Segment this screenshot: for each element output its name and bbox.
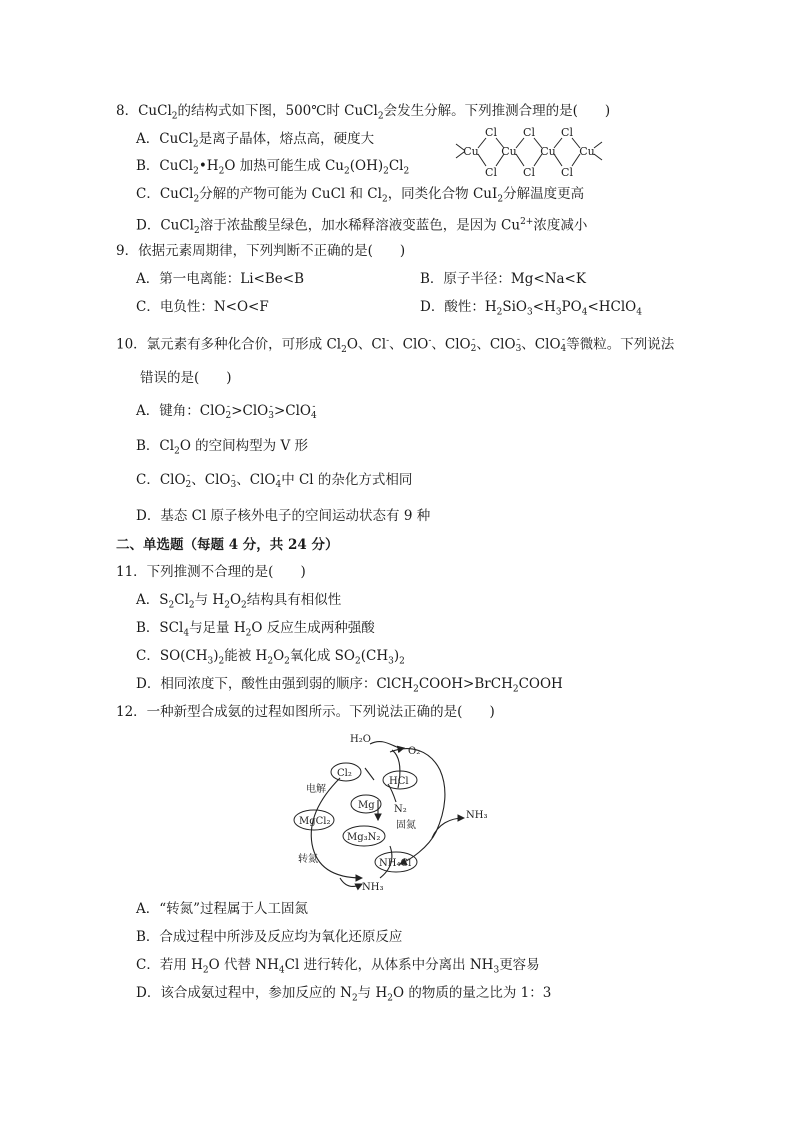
label-o2: O₂ [408, 746, 421, 757]
label-transfer: 转氮 [298, 854, 318, 865]
q8-option-c: C．CuCl$_2$分解的产物可能为 CuCl 和 $Cl_2$，同类化合物 CuI$_2$分解温度更高 [136, 186, 585, 205]
struct-cl-6: Cl [561, 166, 573, 179]
struct-cu-4: Cu [579, 145, 595, 158]
label-electrolysis: 电解 [306, 784, 326, 795]
q12-stem: 12．一种新型合成氨的过程如图所示。下列说法正确的是( ) [116, 704, 495, 720]
q11-option-c: C．$SO(CH_3)_2$能被 $H_2O_2$氧化成 $SO_2(CH_3)_2$ [136, 648, 405, 667]
q10-stem: 10．氯元素有多种化合价，可形成 $Cl_2O$、Cl-、ClO-、ClO- 2、ClO- 3、ClO- 4等微粒。下列说法 [116, 335, 675, 356]
q12-option-d: D．该合成氨过程中，参加反应的 $N_2$与 $H_2O$ 的物质的量之比为 1：3 [136, 985, 552, 1004]
q8-stem: 8．CuCl$_2$的结构式如下图，500℃时 CuCl$_2$会发生分解。下列推测合理的是( ) [116, 103, 611, 122]
label-cl2: Cl₂ [337, 768, 352, 779]
q10-stem-cont: 错误的是( ) [140, 370, 232, 386]
struct-cu-2: Cu [501, 145, 517, 158]
label-n2: N₂ [394, 804, 407, 815]
label-fixation: 固氮 [396, 820, 416, 831]
q8-option-b: B．$CuCl_2•H_2O$ 加热可能生成 $Cu_2(OH)_2Cl_2$ [136, 158, 410, 177]
q9-option-d: D．酸性：$H_2SiO_3<H_3PO_4<HClO_4$ [420, 299, 642, 318]
struct-cl-3: Cl [523, 126, 535, 139]
q9-option-b: B．原子半径：Mg<Na<K [420, 271, 586, 287]
q11-stem: 11．下列推测不合理的是( ) [116, 564, 306, 580]
label-mg3n2: Mg₃N₂ [347, 832, 381, 843]
cucl2-structure-diagram [450, 124, 610, 180]
q12-option-a: A．“转氮”过程属于人工固氮 [136, 901, 309, 917]
q11-option-b: B．SCl$_4$与足量 $H_2O$ 反应生成两种强酸 [136, 620, 375, 639]
struct-cu-3: Cu [540, 145, 556, 158]
q9-stem: 9．依据元素周期律，下列判断不正确的是( ) [116, 243, 406, 259]
q8-option-a: A．CuCl$_2$是离子晶体，熔点高，硬度大 [136, 131, 375, 150]
label-hcl: HCl [389, 776, 409, 787]
q8-option-d: D．CuCl$_2$溶于浓盐酸呈绿色，加水稀释溶液变蓝色，是因为 $Cu^{2+}$浓度减小 [136, 217, 588, 237]
q12-option-c: C．若用 $H_2O$ 代替 $NH_4Cl$ 进行转化，从体系中分离出 $NH_3$更容易 [136, 957, 540, 976]
q9-option-a: A．第一电离能：Li<Be<B [136, 271, 304, 287]
struct-cl-2: Cl [485, 166, 497, 179]
label-nh3-right: NH₃ [466, 810, 488, 821]
q10-option-b: B．$Cl_2O$ 的空间构型为 V 形 [136, 438, 309, 457]
q10-option-a: A．键角：ClO- 2>ClO- 3>ClO- 4 [136, 401, 317, 421]
label-nh4cl: NH₄Cl [379, 858, 412, 869]
label-mgcl2: MgCl₂ [299, 816, 331, 827]
struct-cl-5: Cl [561, 126, 573, 139]
label-mg: Mg [358, 800, 375, 811]
q12-option-b: B．合成过程中所涉及反应均为氧化还原反应 [136, 929, 403, 945]
label-h2o: H₂O [350, 734, 371, 745]
q10-option-c: C．ClO- 2、ClO- 3、ClO- 4中 Cl 的杂化方式相同 [136, 470, 413, 490]
label-nh3-bottom: NH₃ [362, 882, 384, 893]
struct-cu-1: Cu [463, 145, 479, 158]
section-heading: 二、单选题（每题 4 分，共 24 分） [116, 537, 339, 553]
q11-option-d: D．相同浓度下，酸性由强到弱的顺序：ClCH$_2$COOH>BrCH$_2$COOH [136, 676, 563, 695]
q10-option-d: D．基态 Cl 原子核外电子的空间运动状态有 9 种 [136, 508, 431, 524]
q9-option-c: C．电负性：N<O<F [136, 299, 269, 315]
q11-option-a: A．$S_2Cl_2$与 $H_2O_2$结构具有相似性 [136, 592, 342, 611]
struct-cl-4: Cl [523, 166, 535, 179]
struct-cl-1: Cl [485, 126, 497, 139]
ammonia-cycle-diagram [280, 728, 500, 900]
